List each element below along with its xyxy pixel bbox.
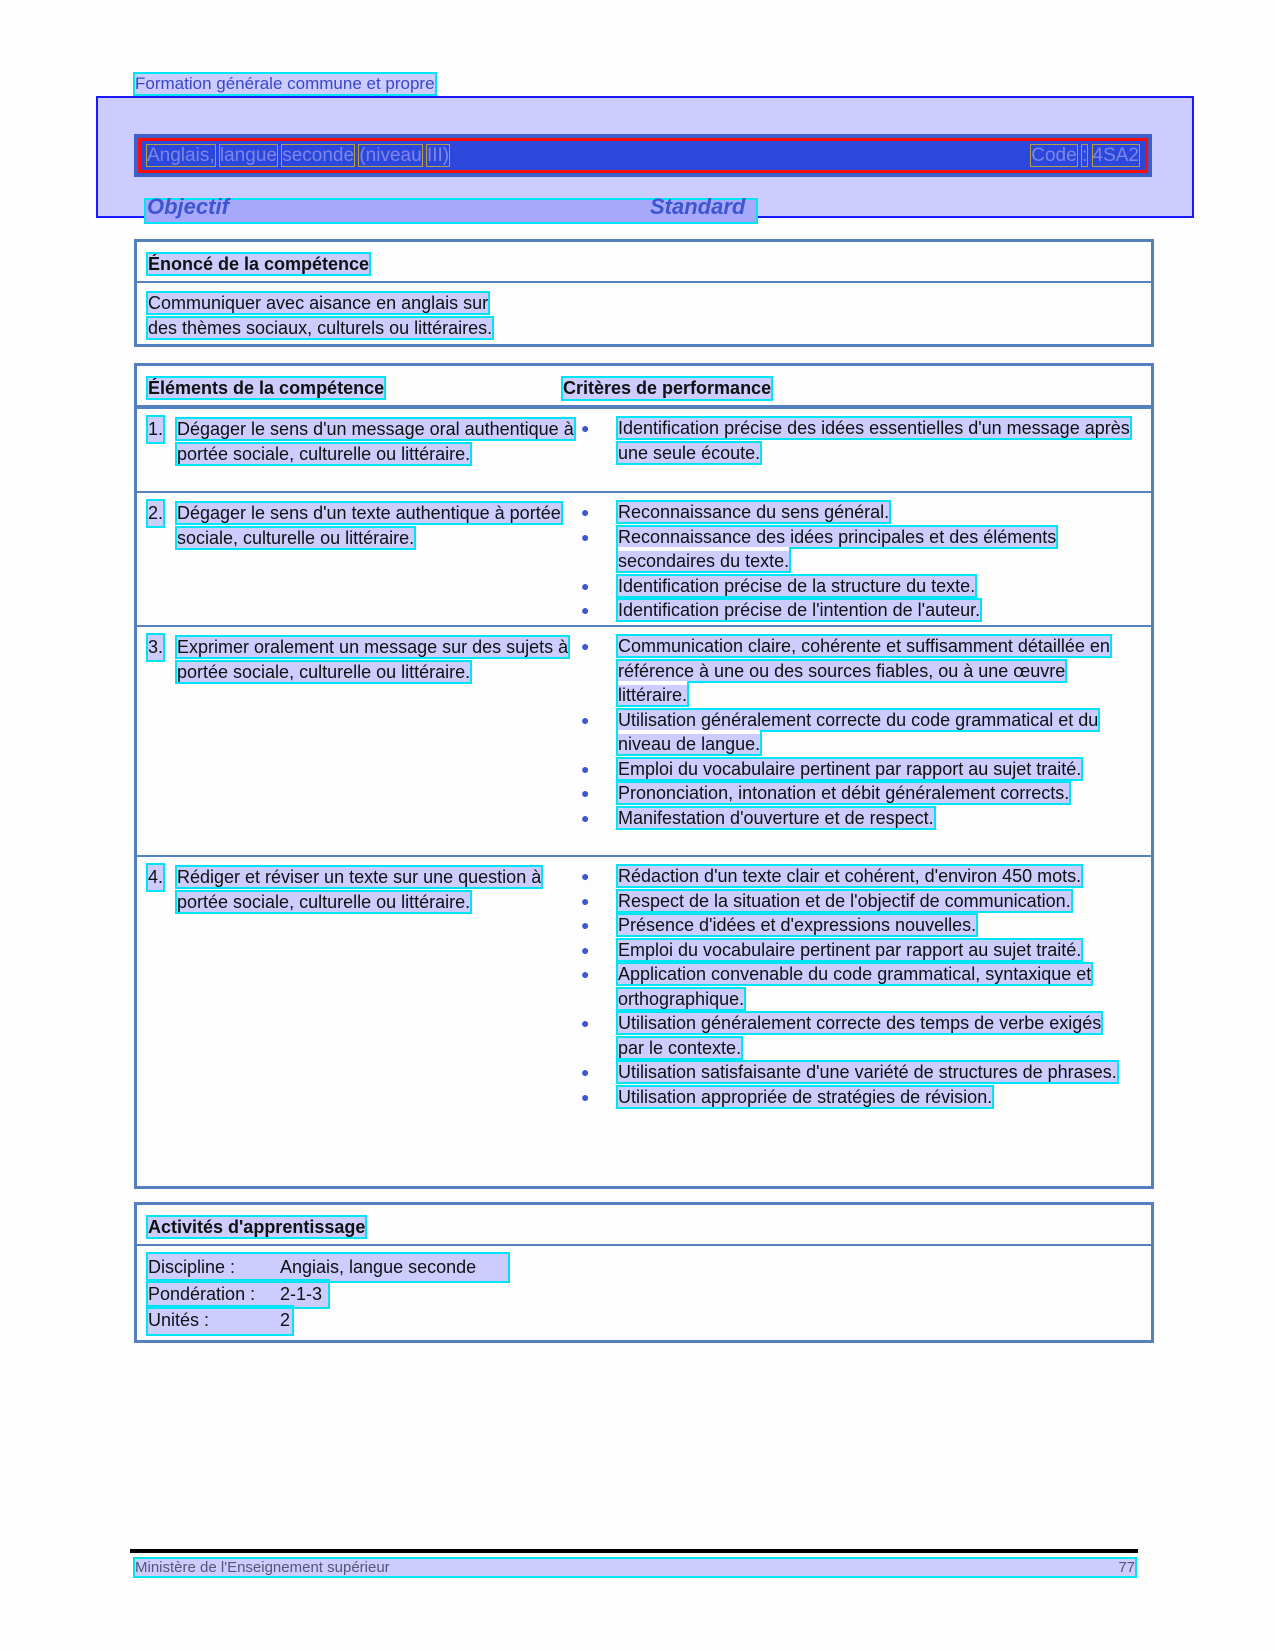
program-label: Formation générale commune et propre xyxy=(135,74,435,93)
bullet-icon: ● xyxy=(581,941,590,958)
criterion-text: Rédaction d'un texte clair et cohérent, d'environ 450 mots. xyxy=(618,866,1082,886)
course-title-word: langue xyxy=(219,144,277,166)
activities-heading: Activités d'apprentissage xyxy=(148,1217,366,1237)
bullet-icon: ● xyxy=(581,1015,590,1031)
bullet-icon: ● xyxy=(581,602,590,618)
criterion-item xyxy=(577,1085,1132,1110)
course-title-word: seconde xyxy=(282,144,355,166)
statement-line: des thèmes sociaux, culturels ou littéraires. xyxy=(148,318,493,338)
bullet-icon: ● xyxy=(581,809,590,826)
criterion-item xyxy=(577,913,1132,938)
course-code: 4SA2 xyxy=(1092,144,1139,166)
criterion-item xyxy=(577,574,1132,599)
element-number: 2. xyxy=(148,501,163,526)
bullet-icon: ● xyxy=(581,711,590,728)
criteria-list xyxy=(577,416,1132,465)
page-number: 77 xyxy=(1118,1559,1135,1576)
footer-rule xyxy=(130,1549,1138,1553)
bullet-icon: ● xyxy=(581,917,590,933)
criterion-text: Utilisation appropriée de stratégies de révision. xyxy=(618,1086,993,1107)
criterion-item xyxy=(577,525,1132,574)
units-label: Unités : xyxy=(148,1310,210,1330)
discipline-value: Angiais, langue seconde xyxy=(280,1257,477,1277)
criterion-text: Présence d'idées et d'expressions nouvelles. xyxy=(618,915,977,935)
criterion-item xyxy=(577,938,1132,963)
footer xyxy=(135,1559,1135,1576)
criterion-item xyxy=(577,889,1132,914)
competency-element-row xyxy=(137,625,1151,857)
element-number: 3. xyxy=(148,635,163,660)
criterion-text: Emploi du vocabulaire pertinent par rapport au sujet traité. xyxy=(618,939,1082,960)
competency-statement-box xyxy=(134,239,1154,347)
element-text: Dégager le sens d'un message oral authentique à portée sociale, culturelle ou littéraire. xyxy=(177,419,574,464)
criterion-text: Utilisation généralement correcte du code grammatical et du niveau de langue. xyxy=(618,709,1099,754)
criteria-list xyxy=(577,864,1132,1109)
course-title-bar xyxy=(134,134,1152,177)
weighting-label: Pondération : xyxy=(148,1283,256,1304)
criterion-item xyxy=(577,757,1132,782)
discipline-label: Discipline : xyxy=(148,1257,236,1277)
criterion-item xyxy=(577,962,1132,1011)
bullet-icon: ● xyxy=(581,528,590,545)
criterion-item xyxy=(577,1060,1132,1085)
competency-element-row xyxy=(137,491,1151,627)
criterion-item xyxy=(577,1011,1132,1060)
criterion-text: Manifestation d'ouverture et de respect. xyxy=(618,807,934,828)
element-number: 4. xyxy=(148,865,163,890)
criterion-item xyxy=(577,708,1132,757)
criterion-text: Utilisation satisfaisante d'une variété de structures de phrases. xyxy=(618,1062,1117,1082)
criterion-text: Reconnaissance du sens général. xyxy=(618,502,890,522)
criterion-item xyxy=(577,598,1132,623)
bullet-icon: ● xyxy=(581,760,590,777)
criterion-text: Identification précise des idées essentielles d'un message après une seule écoute. xyxy=(618,418,1130,463)
bullet-icon: ● xyxy=(581,785,590,801)
criterion-text: Reconnaissance des idées principales et des éléments secondaires du texte. xyxy=(618,526,1057,571)
criterion-text: Utilisation généralement correcte des temps de verbe exigés par le contexte. xyxy=(618,1013,1102,1058)
bullet-icon: ● xyxy=(581,966,590,982)
criterion-item xyxy=(577,781,1132,806)
course-title-word: Anglais, xyxy=(147,144,215,166)
criterion-text: Identification précise de la structure du texte. xyxy=(618,575,976,596)
competency-element-row xyxy=(137,855,1151,1185)
bullet-icon: ● xyxy=(581,577,590,594)
criterion-item xyxy=(577,416,1132,465)
elements-heading: Éléments de la compétence xyxy=(148,378,385,398)
criterion-item xyxy=(577,806,1132,831)
criterion-item xyxy=(577,864,1132,889)
criteria-heading: Critères de performance xyxy=(563,378,772,398)
criterion-text: Application convenable du code grammatical, syntaxique et orthographique. xyxy=(618,964,1092,1009)
competency-element-row xyxy=(137,407,1151,493)
criterion-text: Prononciation, intonation et débit généralement corrects. xyxy=(618,783,1070,803)
learning-activities-box xyxy=(134,1202,1154,1343)
criterion-item xyxy=(577,500,1132,525)
criterion-text: Respect de la situation et de l'objectif de communication. xyxy=(618,890,1071,911)
bullet-icon: ● xyxy=(581,868,590,884)
criteria-list xyxy=(577,500,1132,623)
element-text: Rédiger et réviser un texte sur une question à portée sociale, culturelle ou littéraire. xyxy=(177,867,542,912)
course-title-word: III) xyxy=(426,144,450,166)
statement-heading: Énoncé de la compétence xyxy=(148,254,370,274)
bullet-icon: ● xyxy=(581,1088,590,1105)
code-label: Code xyxy=(1031,144,1077,166)
criteria-list xyxy=(577,634,1132,830)
bullet-icon: ● xyxy=(581,1064,590,1080)
element-number: 1. xyxy=(148,417,163,442)
element-text: Exprimer oralement un message sur des sujets à portée sociale, culturelle ou littéraire. xyxy=(177,637,569,682)
criterion-text: Communication claire, cohérente et suffisamment détaillée en référence à une ou des sources fiables, ou à une œuvre littéraire. xyxy=(618,636,1110,705)
bullet-icon: ● xyxy=(581,892,590,909)
code-separator: : xyxy=(1081,144,1088,166)
weighting-value: 2-1-3 xyxy=(280,1283,323,1304)
course-title-word: (niveau xyxy=(359,144,422,166)
criterion-text: Identification précise de l'intention de l'auteur. xyxy=(618,600,981,620)
units-value: 2 xyxy=(280,1310,291,1330)
footer-ministry: Ministère de l'Enseignement supérieur xyxy=(135,1559,390,1576)
objective-label: Objectif xyxy=(147,194,229,219)
criterion-item xyxy=(577,634,1132,708)
bullet-icon: ● xyxy=(581,504,590,520)
bullet-icon: ● xyxy=(581,638,590,654)
element-text: Dégager le sens d'un texte authentique à portée sociale, culturelle ou littéraire. xyxy=(177,503,561,548)
standard-label: Standard xyxy=(650,194,746,219)
criterion-text: Emploi du vocabulaire pertinent par rapport au sujet traité. xyxy=(618,758,1082,779)
bullet-icon: ● xyxy=(581,420,590,436)
competency-elements-box xyxy=(134,363,1154,1189)
statement-line: Communiquer avec aisance en anglais sur xyxy=(148,293,489,313)
